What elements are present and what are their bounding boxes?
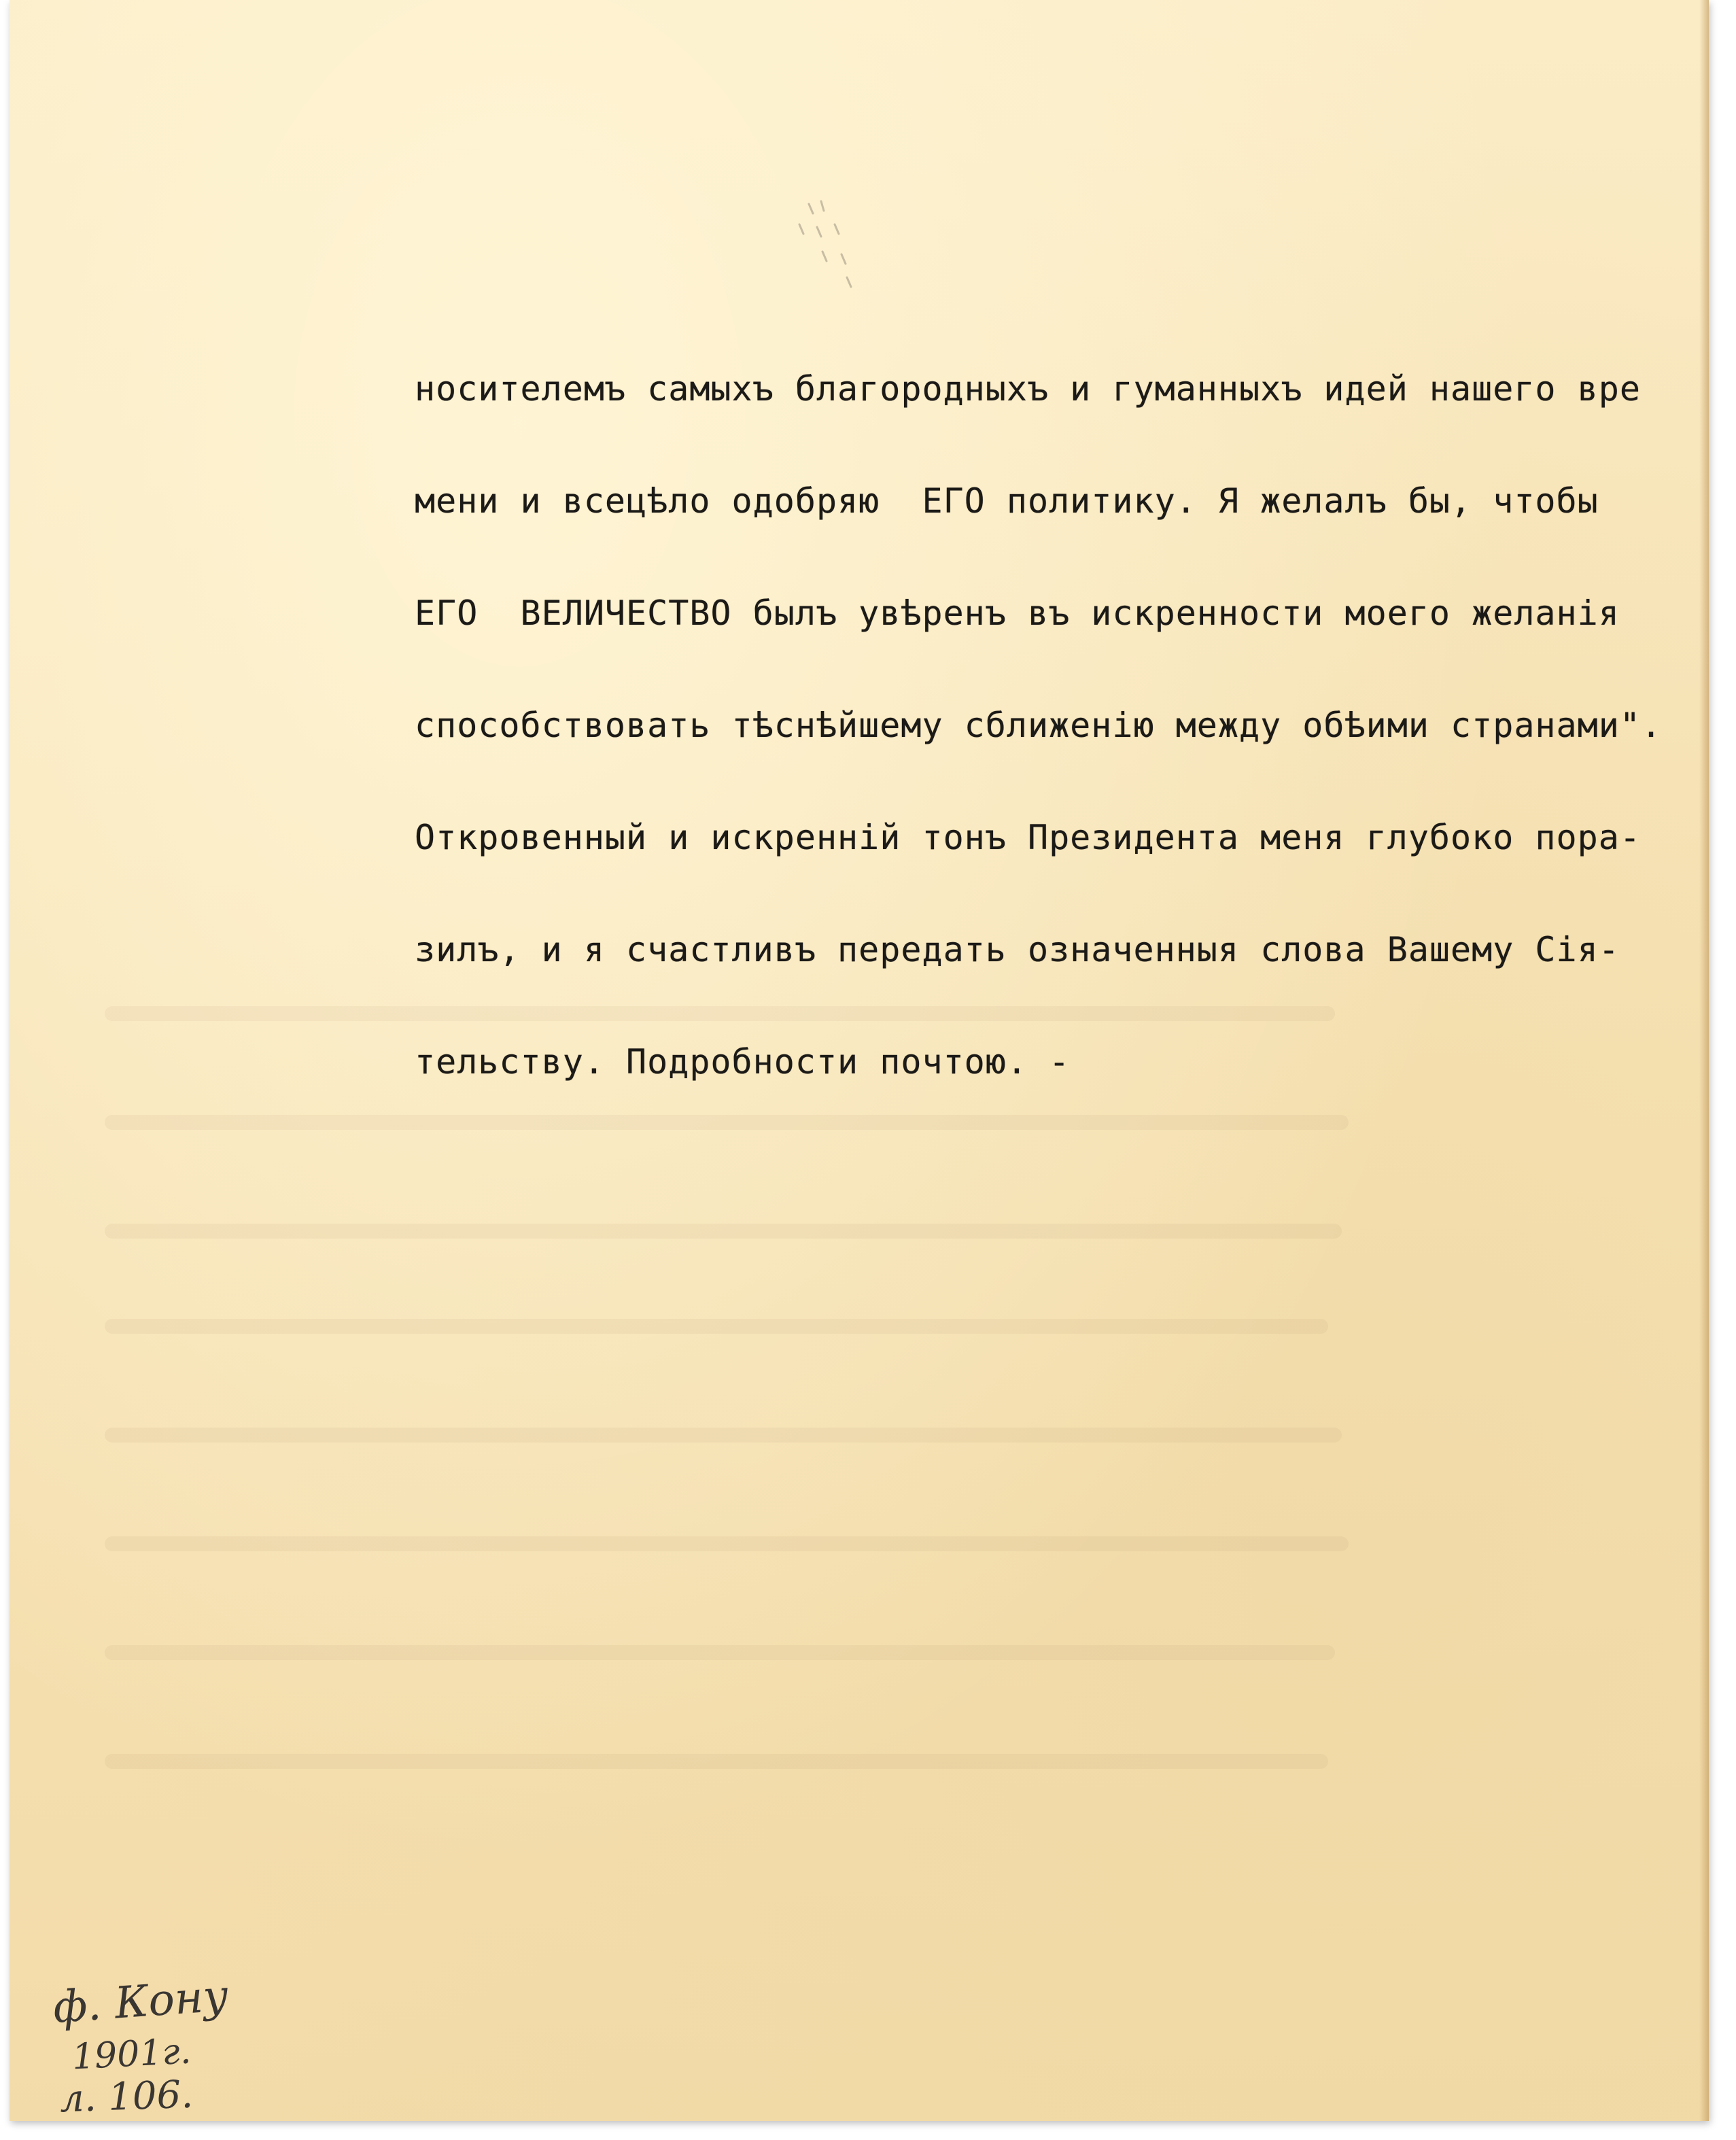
text-line: ЕГО ВЕЛИЧЕСТВО былъ увѣренъ въ искренности моего желанія bbox=[415, 593, 1620, 633]
text-line: носителемъ самыхъ благородныхъ и гуманныхъ идей нашего вре bbox=[415, 369, 1641, 409]
text-line: мени и всецѣло одобряю ЕГО политику. Я желалъ бы, чтобы bbox=[415, 481, 1599, 521]
archive-sheet-number: л. 106. bbox=[58, 2072, 194, 2122]
archive-year-mark: 1901г. bbox=[71, 2031, 192, 2078]
ink-smudge-marks bbox=[782, 197, 877, 299]
text-line: тельству. Подробности почтою. - bbox=[415, 1042, 1071, 1082]
archive-fond-mark: ф. Кону bbox=[51, 1971, 230, 2033]
text-line: зилъ, и я счастливъ передать означенныя слова Вашему Сія- bbox=[415, 930, 1620, 969]
text-line: Откровенный и искренній тонъ Президента меня глубоко пора- bbox=[415, 818, 1641, 857]
telegram-text bbox=[415, 369, 1736, 1158]
paper-sheet bbox=[10, 0, 1709, 2121]
text-line: способствовать тѣснѣйшему сближенію между обѣими странами". bbox=[415, 706, 1663, 745]
